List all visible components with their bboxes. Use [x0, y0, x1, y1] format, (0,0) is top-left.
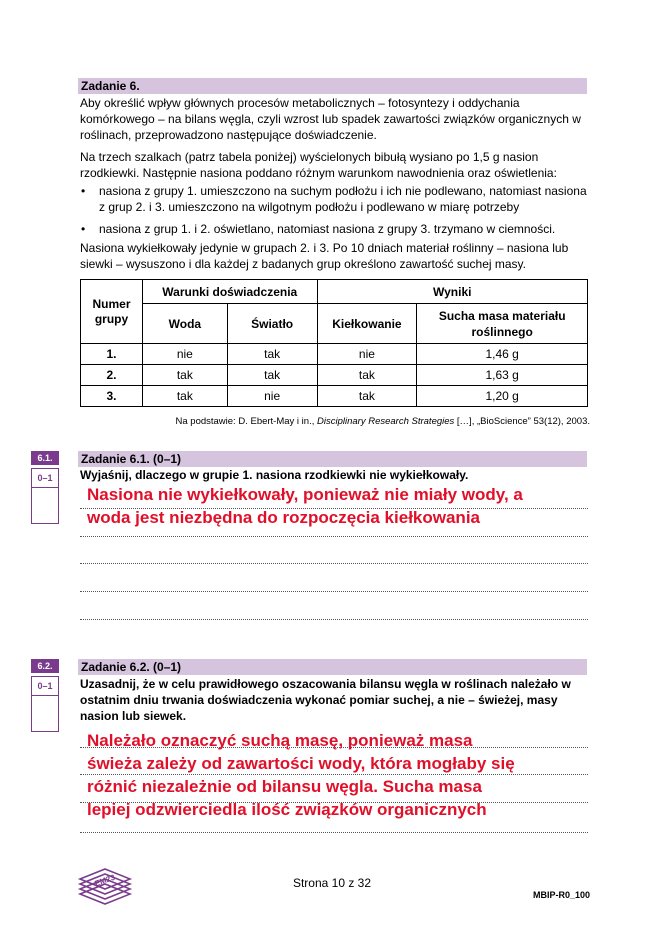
task62-question: Uzasadnij, że w celu prawidłowego oszacowania bilansu węgla w roślinach należało w ostatnim dniu trwania doświadczenia wykonać pomiar suchej, a nie – świeżej, masy nasion lub siewek. [80, 677, 571, 723]
page-number: Strona 10 z 32 [292, 876, 372, 890]
cell-germ: tak [317, 386, 417, 407]
cell-light: tak [227, 344, 317, 365]
task61-score-box [31, 468, 59, 524]
cell-water: tak [142, 386, 227, 407]
task62-score-box [31, 676, 59, 732]
task6-title: Zadanie 6. [81, 79, 140, 93]
task61-header [78, 451, 587, 467]
cell-light: nie [227, 386, 317, 407]
task62-header [78, 659, 587, 675]
table-row [81, 365, 588, 386]
task61-title: Zadanie 6.1. (0–1) [81, 452, 182, 466]
th-water: Woda [142, 304, 227, 344]
th-group: Numer grupy [81, 280, 143, 344]
answer-text-line: świeża zależy od zawartości wody, która mogłaby się [87, 754, 515, 773]
answer-text-line: woda jest niezbędna do rozpoczęcia kiełkowania [87, 508, 480, 527]
answer-text-line: lepiej odzwierciedla ilość związków organicznych [87, 800, 487, 819]
stacked-papers-logo-icon [76, 866, 134, 908]
th-mass: Sucha masa materiału roślinnego [417, 304, 588, 344]
bullet-text: nasiona z grup 1. i 2. oświetlano, natomiast nasiona z grupy 3. trzymano w ciemności. [99, 222, 556, 236]
cell-light: tak [227, 365, 317, 386]
th-conditions: Warunki doświadczenia [142, 280, 317, 304]
cell-germ: tak [317, 365, 417, 386]
cke-logo [76, 866, 134, 908]
cell-mass: 1,63 g [417, 365, 588, 386]
task61-answer [87, 483, 597, 529]
task62-points: 0–1 [32, 677, 58, 696]
answer-text-line: różnić niezależnie od bilansu węgla. Sucha masa [87, 777, 482, 796]
source-suffix: […], „BioScience” 53(12), 2003. [454, 416, 590, 427]
table-row [81, 386, 588, 407]
th-germ: Kiełkowanie [317, 304, 417, 344]
results-table [80, 279, 588, 407]
answer-text-line: Należało oznaczyć suchą masę, ponieważ masa [87, 731, 473, 750]
source-prefix: Na podstawie: D. Ebert-May i in., [175, 416, 317, 427]
task6-para2: Na trzech szalkach (patrz tabela poniżej) wyścielonych bibułą wysiano po 1,5 g nasion rzodkiewki. Następnie nasiona poddano różnym warunkom nawodnienia oraz oświetlenia: [80, 150, 557, 180]
source-note [146, 416, 590, 427]
cell-group: 2. [81, 365, 143, 386]
answer-line [80, 536, 588, 537]
th-light: Światło [227, 304, 317, 344]
task62-answer [87, 729, 597, 821]
source-title: Disciplinary Research Strategies [317, 416, 455, 427]
cell-water: nie [142, 344, 227, 365]
answer-line [80, 591, 588, 592]
task61-question: Wyjaśnij, dlaczego w grupie 1. nasiona rzodkiewki nie wykiełkowały. [80, 468, 469, 482]
cell-mass: 1,46 g [417, 344, 588, 365]
cell-group: 3. [81, 386, 143, 407]
cell-group: 1. [81, 344, 143, 365]
task6-header [78, 78, 587, 94]
task61-points: 0–1 [32, 469, 58, 488]
answer-line [80, 563, 588, 564]
logo-text: EM23 [93, 872, 117, 889]
task6-bullet-2 [81, 221, 589, 237]
task6-bullet-1 [81, 183, 589, 215]
task62-title: Zadanie 6.2. (0–1) [81, 660, 182, 674]
task6-intro: Aby określić wpływ głównych procesów metabolicznych – fotosyntezy i oddychania komórkowego – na bilans węgla, czyli wzrost lub spadek zawartości związków organicznych w roślinach, przeprowadzono następujące doświadczenie. [80, 96, 581, 142]
cell-mass: 1,20 g [417, 386, 588, 407]
task6-para3: Nasiona wykiełkowały jedynie w grupach 2. i 3. Po 10 dniach materiał roślinny – nasiona lub siewki – wysuszono i dla każdej z badanych grup określono zawartość suchej masy. [80, 241, 569, 271]
answer-text-line: Nasiona nie wykiełkowały, ponieważ nie miały wody, a [87, 485, 523, 504]
bullet-dot: • [81, 222, 86, 236]
task62-tag: 6.2. [31, 659, 59, 673]
answer-line [80, 832, 588, 833]
bullet-dot: • [81, 184, 86, 198]
cell-germ: nie [317, 344, 417, 365]
cell-water: tak [142, 365, 227, 386]
th-results: Wyniki [317, 280, 587, 304]
bullet-text: nasiona z grupy 1. umieszczono na suchym podłożu i ich nie podlewano, natomiast nasiona z grup 2. i 3. umieszczono na wilgotnym podłożu i podlewano w miarę potrzeby [99, 184, 587, 214]
answer-line [80, 619, 588, 620]
task61-tag: 6.1. [31, 451, 59, 465]
exam-code: MBIP-R0_100 [532, 890, 590, 900]
table-row [81, 344, 588, 365]
